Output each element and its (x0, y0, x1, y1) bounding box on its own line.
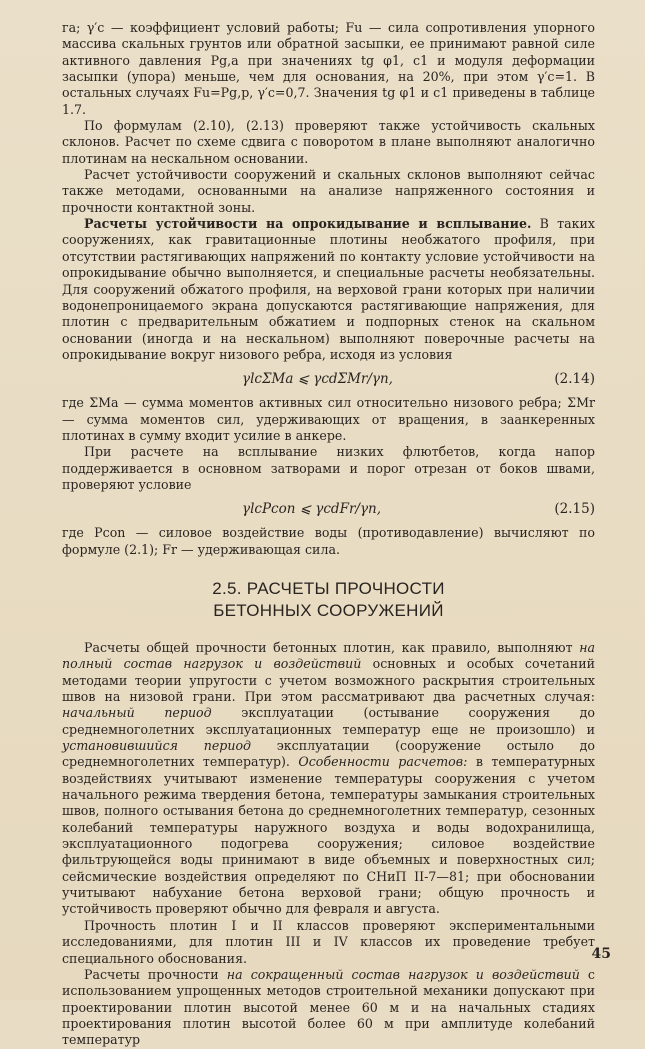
paragraph-6: При расчете на всплывание низких флютбетов, когда напор поддерживается в основном затворами и порог отрезан от боков швами, проверяют условие (62, 444, 595, 492)
section-heading-line-1: 2.5. РАСЧЕТЫ ПРОЧНОСТИ (212, 578, 445, 598)
paragraph-7: где Pcon — силовое воздействие воды (противодавление) вычисляют по формуле (2.1); Fr — удерживающая сила. (62, 525, 595, 557)
section-heading (62, 578, 595, 622)
paragraph-8-text-i: в температурных воздействиях учитывают изменение температуры сооружения с учетом начального режима твердения бетона, температуры замыкания строительных швов, полного остывания бетона до среднемноголетних температур, сезонных колебаний температуры наружного воздуха и воды водохранилища, эксплуатационного подогрева сооружения; силовое воздействие фильтрующейся воды принимают в виде объемных и поверхностных сил; сейсмические воздействия определяют по СНиП II-7—81; при обосновании учитывают набухание бетона верховой грани; общую прочность и устойчивость проверяют обычно для февраля и августа. (62, 754, 595, 917)
paragraph-4-bold-lead: Расчеты устойчивости на опрокидывание и всплывание. (84, 216, 532, 232)
paragraph-8-text-a: Расчеты общей прочности бетонных плотин, как правило, выполняют (84, 639, 580, 655)
paragraph-8-text-c: основных и особых сочетаний методами теории упругости с учетом возможного раскрытия строительных швов на низовой грани. При этом рассматривают два расчетных случая: (62, 656, 595, 704)
page-number: 45 (591, 946, 611, 962)
paragraph-10 (62, 967, 595, 1049)
paragraph-8-italic-d: начальный период (62, 705, 212, 721)
paragraph-9: Прочность плотин I и II классов проверяют экспериментальными исследованиями, для плотин III и IV классов их проведение требует специального обоснования. (62, 917, 595, 966)
formula-2-15-number: (2.15) (554, 501, 595, 518)
paragraph-8 (62, 640, 595, 918)
paragraph-8-text-g: эксплуатации (сооружение остыло до среднемноголетних температур). (62, 738, 595, 770)
formula-2-15 (62, 493, 595, 525)
formula-2-14-expression: γlcΣMa ⩽ γcdΣMr/γn, (242, 371, 393, 388)
paragraph-2: По формулам (2.10), (2.13) проверяют также устойчивость скальных склонов. Расчет по схеме сдвига с поворотом в плане выполняют аналогично плотинам на нескальном основании. (62, 118, 595, 166)
paragraph-8-italic-b: на полный состав нагрузок и воздействий (62, 639, 595, 672)
formula-2-14-number: (2.14) (554, 371, 595, 388)
paragraph-4-text: В таких сооружениях, как гравитационные плотины необжатого профиля, при отсутствии растягивающих напряжений по контакту условие устойчивости на опрокидывание обычно выполняется, и специальные расчеты необязательны. Для сооружений обжатого профиля, на верховой грани которых при наличии водонепроницаемого экрана допускаются растягивающие напряжения, для плотин с предварительным обжатием и подпорных стенок на скальном основании (иногда и на нескальном) выполняют поверочные расчеты на опрокидывание вокруг низового ребра, исходя из условия (62, 216, 595, 362)
paragraph-3: Расчет устойчивости сооружений и скальных склонов выполняют сейчас также методами, основанными на анализе напряженного состояния и прочности контактной зоны. (62, 167, 595, 215)
paragraph-8-italic-h: Особенности расчетов: (298, 754, 468, 770)
paragraph-8-italic-f: установившийся период (62, 738, 252, 754)
formula-2-14 (62, 363, 595, 395)
paragraph-4 (62, 216, 595, 363)
paragraph-5: где ΣMa — сумма моментов активных сил относительно низового ребра; ΣMr — сумма моментов сил, удерживающих от вращения, в заанкеренных плотинах в сумму входит усилие в анкере. (62, 395, 595, 443)
paragraph-1: га; γ′c — коэффициент условий работы; Fu — сила сопротивления упорного массива скальных грунтов или обратной засыпки, ее принимают равной силе активного давления Pg,a при значениях tg φ1, c1 и модуля деформации засыпки (упора) меньше, чем для основания, на 20%, при этом γ′c=1. В остальных случаях Fu=Pg,p, γ′c=0,7. Значения tg φ1 и c1 приведены в таблице 1.7. (62, 20, 595, 117)
paragraph-10-text-a: Расчеты прочности (84, 966, 227, 982)
paragraph-10-italic-b: на сокращенный состав нагрузок и воздействий (226, 966, 580, 982)
formula-2-15-expression: γlcPcon ⩽ γcdFr/γn, (242, 501, 382, 518)
section-heading-line-2: БЕТОННЫХ СООРУЖЕНИЙ (213, 600, 444, 620)
paragraph-10-text-c: с использованием упрощенных методов строительной механики допускают при проектировании плотин высотой менее 60 м и на начальных стадиях проектирования плотин высотой более 60 м при амплитуде колебаний температур (62, 966, 595, 1048)
paragraph-8-text-e: эксплуатации (остывание сооружения до среднемноголетних эксплуатационных температур еще не произошло) и (62, 705, 595, 737)
